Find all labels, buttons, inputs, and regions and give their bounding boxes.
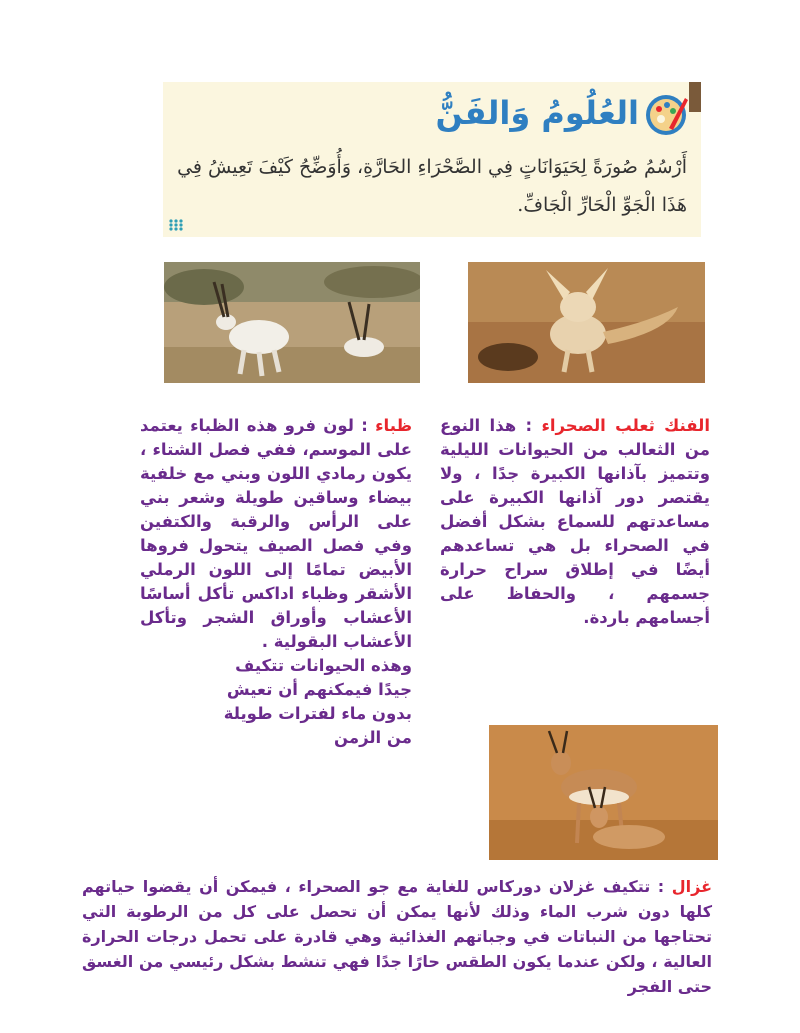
science-art-header	[163, 82, 701, 237]
addax-photo	[164, 262, 420, 383]
gazelle-photo	[489, 725, 718, 860]
gazelle-text: : تتكيف غزلان دوركاس للغاية مع جو الصحراء ، فيمكن أن يقضوا حياتهم كلها دون شرب الماء وذلك لأنها يمكن أن تحصل على كل من الرطوبة التي تحتاجها من النباتات في وجباتهم الغذائية وهي قادرة على تحمل درجات الحرارة العالية ، ولكن عندما يكون الطقس حارًا جدًا فهي تنشط بشكل رئيسي من الغسق حتى الفجر	[82, 877, 712, 996]
addax-text-2: وهذه الحيوانات تتكيف جيدًا فيمكنهم أن تعيش بدون ماء لفترات طويلة من الزمن	[223, 656, 412, 747]
fennec-fox-label: الفنك ثعلب الصحراء	[541, 416, 710, 435]
header-corner-decoration	[689, 82, 701, 112]
dots-icon	[169, 219, 187, 231]
addax-label: ظباء	[375, 416, 412, 435]
instruction-text: أَرْسُمُ صُورَةً لِحَيَوَانَاتٍ فِي الصَّحْرَاءِ الحَارَّةِ، وَأُوَضِّحُ كَيْفَ تَعِيشُ فِي هَذَا الْجَوِّ الْحَارِّ الْجَافِّ.	[177, 156, 687, 216]
fennec-fox-text: : هذا النوع من الثعالب من الحيوانات الليلية وتتميز بآذانها الكبيرة جدًا ، ولا يقتصر دور آذانها الكبيرة على مساعدتهم للسماع بشكل أفضل في الصحراء بل هي تساعدهم أيضًا في إطلاق سراح حرارة جسمهم ، والحفاظ على أجسامهم باردة.	[440, 416, 710, 627]
fennec-fox-photo	[468, 262, 705, 383]
palette-icon	[643, 92, 689, 138]
addax-paragraph	[140, 414, 412, 750]
addax-text: : لون فرو هذه الظباء يعتمد على الموسم، ففي فصل الشتاء ، يكون رمادي اللون وبني مع خلفية بيضاء وساقين طويلة وشعر بني على الرأس والرقبة والكتفين وفي فصل الصيف يتحول فروها الأبيض تمامًا إلى اللون الرملي الأشقر وظباء اداكس تأكل أساسًا الأعشاب وأوراق الشجر وتأكل الأعشاب البقولية .	[140, 416, 412, 651]
page-title: العُلُومُ وَالفَنُّ	[435, 94, 639, 132]
fennec-fox-paragraph	[440, 414, 710, 630]
gazelle-label: غزال	[671, 877, 712, 896]
gazelle-paragraph	[82, 874, 712, 999]
